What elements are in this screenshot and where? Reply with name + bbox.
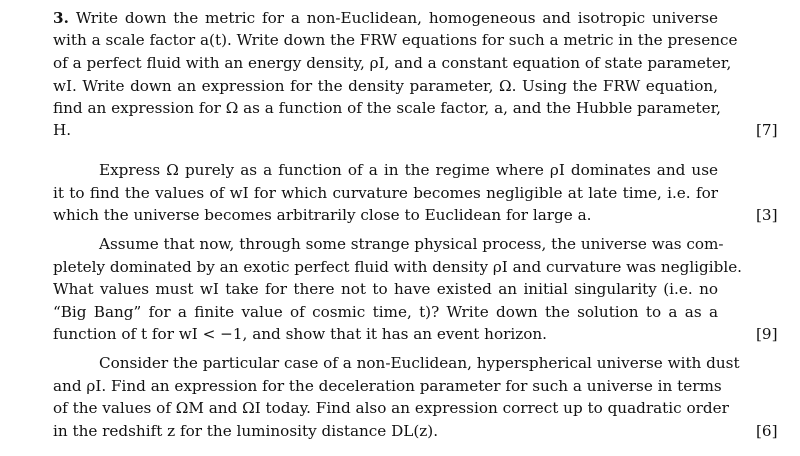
paragraph-1-line-1 <box>53 7 718 30</box>
paragraph-1-line-2: with a scale factor a(t). Write down the FRW equations for such a metric in the presence <box>53 31 738 49</box>
question-number: 3. <box>53 9 69 27</box>
paragraph-1-line-5: find an expression for Ω as a function of the scale factor, a, and the Hubble parameter, <box>53 99 722 117</box>
paragraph-2-line-3: which the universe becomes arbitrarily close to Euclidean for large a. <box>53 206 592 224</box>
marks-paragraph-3: [9] <box>756 325 778 343</box>
paragraph-4-line-4: in the redshift z for the luminosity distance DL(z). <box>53 422 439 440</box>
paragraph-3-line-4: “Big Bang” for a finite value of cosmic time, t)? Write down the solution to a as a <box>53 303 718 321</box>
paragraph-4-line-2: and ρI. Find an expression for the deceleration parameter for such a universe in terms <box>53 377 722 395</box>
paragraph-1-line-1-text: Write down the metric for a non-Euclidean, homogeneous and isotropic universe <box>75 9 718 27</box>
paragraph-1-line-4: wI. Write down an expression for the density parameter, Ω. Using the FRW equation, <box>53 77 718 95</box>
paragraph-3-line-2: pletely dominated by an exotic perfect fluid with density ρI and curvature was negligible. <box>53 258 743 276</box>
paragraph-2-line-2: it to find the values of wI for which curvature becomes negligible at late time, i.e. for <box>53 184 718 202</box>
paragraph-3-line-3: What values must wI take for there not to have existed an initial singularity (i.e. no <box>53 280 718 298</box>
paragraph-2-line-1: Express Ω purely as a function of a in the regime where ρI dominates and use <box>99 161 718 179</box>
paragraph-3-line-5: function of t for wI < −1, and show that it has an event horizon. <box>53 325 547 343</box>
marks-paragraph-2: [3] <box>756 206 778 224</box>
marks-paragraph-1: [7] <box>756 121 778 139</box>
paragraph-4-line-3: of the values of ΩM and ΩI today. Find also an expression correct up to quadratic order <box>53 399 729 417</box>
paragraph-1-line-3: of a perfect fluid with an energy density, ρI, and a constant equation of state parameter, <box>53 54 732 72</box>
paragraph-4-line-1: Consider the particular case of a non-Euclidean, hyperspherical universe with dust <box>99 354 740 372</box>
paragraph-1-line-6: H. <box>53 121 72 139</box>
marks-paragraph-4: [6] <box>756 422 778 440</box>
paragraph-3-line-1: Assume that now, through some strange physical process, the universe was com- <box>99 235 724 253</box>
